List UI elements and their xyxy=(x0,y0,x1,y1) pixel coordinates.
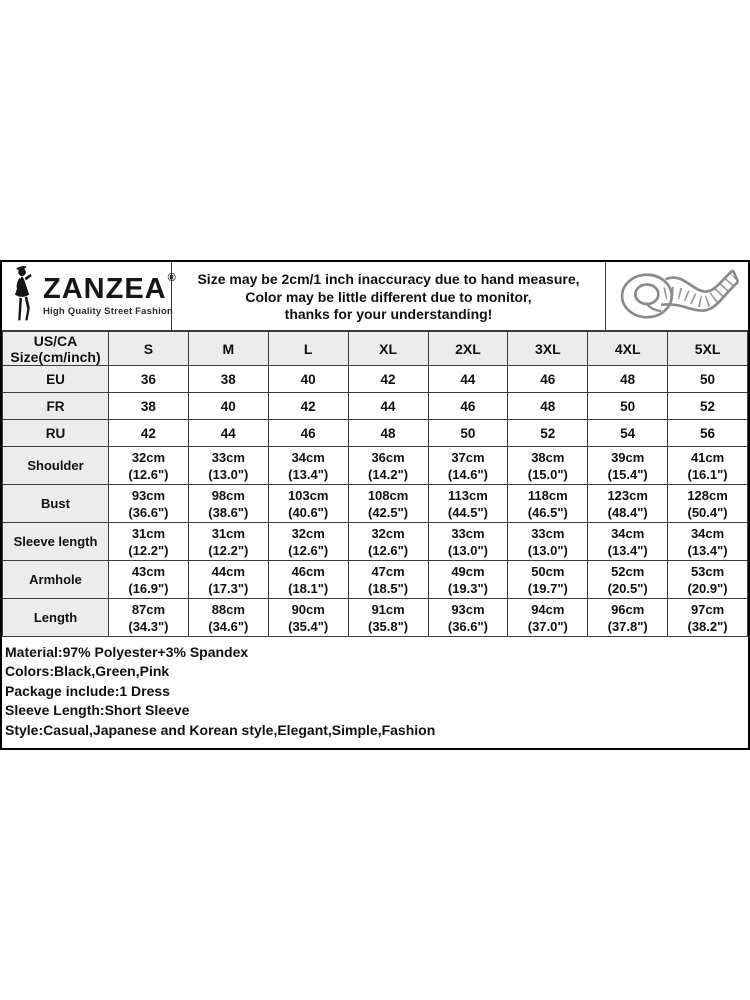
inch-value: (38.2") xyxy=(687,618,728,634)
cm-value: 38cm xyxy=(531,449,565,465)
inch-value: (20.5") xyxy=(607,580,648,596)
table-row xyxy=(3,561,748,599)
measurement-cell xyxy=(428,447,508,485)
cm-value: 52cm xyxy=(611,563,645,579)
measurement-cell xyxy=(268,485,348,523)
cm-value: 34cm xyxy=(611,525,645,541)
size-value-cell: 48 xyxy=(508,393,588,420)
measurement-cell xyxy=(188,561,268,599)
measurement-cell xyxy=(109,485,189,523)
inch-value: (12.6") xyxy=(368,542,409,558)
measurement-cell xyxy=(508,485,588,523)
inch-value: (37.8") xyxy=(607,618,648,634)
cm-value: 44cm xyxy=(211,563,245,579)
table-row xyxy=(3,447,748,485)
tape-measure-icon xyxy=(606,262,748,330)
size-value-cell: 38 xyxy=(109,393,189,420)
detail-line: Sleeve Length:Short Sleeve xyxy=(5,702,190,719)
size-value-cell: 36 xyxy=(109,366,189,393)
notice-line: Size may be 2cm/1 inch inaccuracy due to hand measure, xyxy=(197,271,580,287)
measurement-cell xyxy=(428,599,508,637)
table-row xyxy=(3,485,748,523)
inch-value: (44.5") xyxy=(447,504,488,520)
size-value-cell: 44 xyxy=(428,366,508,393)
measurement-cell xyxy=(508,523,588,561)
cm-value: 97cm xyxy=(690,601,725,617)
size-value-cell: 42 xyxy=(348,366,428,393)
measurement-cell xyxy=(428,561,508,599)
inch-value: (13.4") xyxy=(607,542,648,558)
cm-value: 103cm xyxy=(287,487,329,503)
inch-value: (46.5") xyxy=(527,504,568,520)
size-value-cell: 52 xyxy=(508,420,588,447)
table-row xyxy=(3,366,748,393)
row-label: FR xyxy=(3,393,109,420)
cm-value: 32cm xyxy=(131,449,166,465)
inch-value: (12.2") xyxy=(128,542,169,558)
inch-value: (40.6") xyxy=(288,504,329,520)
table-row xyxy=(3,599,748,637)
size-value-cell: 40 xyxy=(268,366,348,393)
size-column-header: 2XL xyxy=(428,332,508,366)
cm-value: 43cm xyxy=(131,563,166,579)
size-value-cell: 46 xyxy=(268,420,348,447)
size-column-header: XL xyxy=(348,332,428,366)
table-row xyxy=(3,420,748,447)
measurement-cell xyxy=(109,599,189,637)
size-value-cell: 54 xyxy=(588,420,668,447)
measurement-cell xyxy=(588,447,668,485)
inch-value: (16.1") xyxy=(687,466,728,482)
cm-value: 108cm xyxy=(367,487,409,503)
cm-value: 32cm xyxy=(371,525,405,541)
measurement-cell xyxy=(428,523,508,561)
inch-value: (17.3") xyxy=(208,580,249,596)
cm-value: 47cm xyxy=(371,563,405,579)
measurement-cell xyxy=(668,523,748,561)
product-details xyxy=(2,637,748,748)
cm-value: 33cm xyxy=(211,449,245,465)
inch-value: (48.4") xyxy=(607,504,648,520)
measurement-cell xyxy=(508,599,588,637)
inch-value: (19.3") xyxy=(447,580,488,596)
size-column-header: S xyxy=(109,332,189,366)
inch-value: (13.0") xyxy=(208,466,249,482)
cm-value: 39cm xyxy=(611,449,645,465)
corner-header xyxy=(3,332,109,366)
cm-value: 50cm xyxy=(531,563,565,579)
measurement-cell xyxy=(348,599,428,637)
row-label: Bust xyxy=(3,485,109,523)
size-value-cell: 46 xyxy=(428,393,508,420)
registered-trademark-icon: ® xyxy=(167,272,176,285)
measurement-cell xyxy=(188,599,268,637)
detail-line: Material:97% Polyester+3% Spandex xyxy=(5,644,249,660)
measurement-cell xyxy=(188,447,268,485)
size-value-cell: 42 xyxy=(109,420,189,447)
cm-value: 91cm xyxy=(371,601,405,617)
cm-value: 33cm xyxy=(531,525,565,541)
row-label: Sleeve length xyxy=(3,523,109,561)
inch-value: (13.4") xyxy=(288,466,329,482)
size-value-cell: 40 xyxy=(188,393,268,420)
measurement-cell xyxy=(588,561,668,599)
size-value-cell: 50 xyxy=(588,393,668,420)
woman-silhouette-icon xyxy=(7,265,41,328)
panel-header xyxy=(2,262,748,331)
cm-value: 41cm xyxy=(690,449,725,465)
size-column-header: 3XL xyxy=(508,332,588,366)
inch-value: (18.5") xyxy=(368,580,409,596)
measurement-cell xyxy=(508,447,588,485)
cm-value: 94cm xyxy=(531,601,565,617)
inch-value: (13.0") xyxy=(527,542,568,558)
measurement-cell xyxy=(588,485,668,523)
inch-value: (37.0") xyxy=(527,618,568,634)
notice-line: thanks for your understanding! xyxy=(284,306,493,322)
size-column-header: 5XL xyxy=(668,332,748,366)
cm-value: 34cm xyxy=(690,525,725,541)
inch-value: (35.4") xyxy=(288,618,329,634)
inch-value: (13.0") xyxy=(447,542,488,558)
cm-value: 37cm xyxy=(451,449,485,465)
size-chart-panel xyxy=(0,260,750,750)
cm-value: 49cm xyxy=(451,563,485,579)
detail-line: Style:Casual,Japanese and Korean style,Elegant,Simple,Fashion xyxy=(5,721,436,738)
measurement-cell xyxy=(268,599,348,637)
cm-value: 87cm xyxy=(131,601,166,617)
inch-value: (50.4") xyxy=(687,504,728,520)
cm-value: 32cm xyxy=(291,525,325,541)
inch-value: (12.2") xyxy=(208,542,249,558)
row-label: EU xyxy=(3,366,109,393)
size-header-row xyxy=(3,332,748,366)
size-value-cell: 44 xyxy=(188,420,268,447)
measure-notice xyxy=(172,262,606,330)
cm-value: 93cm xyxy=(131,487,166,503)
table-row xyxy=(3,393,748,420)
measurement-cell xyxy=(348,485,428,523)
cm-value: 93cm xyxy=(451,601,485,617)
measurement-cell xyxy=(588,599,668,637)
inch-value: (14.2") xyxy=(368,466,409,482)
size-column-header: L xyxy=(268,332,348,366)
size-value-cell: 56 xyxy=(668,420,748,447)
measurement-cell xyxy=(268,523,348,561)
inch-value: (36.6") xyxy=(447,618,488,634)
measurement-cell xyxy=(588,523,668,561)
table-row xyxy=(3,523,748,561)
inch-value: (14.6") xyxy=(447,466,488,482)
row-label: Armhole xyxy=(3,561,109,599)
inch-value: (36.6") xyxy=(128,504,169,520)
detail-line: Package include:1 Dress xyxy=(5,682,170,699)
inch-value: (16.9") xyxy=(128,580,169,596)
size-value-cell: 42 xyxy=(268,393,348,420)
measurement-cell xyxy=(348,447,428,485)
brand-text xyxy=(43,272,176,318)
measurement-cell xyxy=(428,485,508,523)
measurement-cell xyxy=(668,561,748,599)
measurement-cell xyxy=(109,523,189,561)
inch-value: (15.4") xyxy=(607,466,648,482)
measurement-cell xyxy=(668,485,748,523)
cm-value: 33cm xyxy=(451,525,485,541)
measurement-cell xyxy=(668,447,748,485)
inch-value: (19.7") xyxy=(527,580,568,596)
inch-value: (20.9") xyxy=(687,580,728,596)
cm-value: 128cm xyxy=(687,487,728,503)
size-value-cell: 52 xyxy=(668,393,748,420)
size-value-cell: 38 xyxy=(188,366,268,393)
cm-value: 118cm xyxy=(527,487,568,503)
inch-value: (15.0") xyxy=(527,466,568,482)
size-column-header: 4XL xyxy=(588,332,668,366)
cm-value: 113cm xyxy=(448,487,488,503)
cm-value: 96cm xyxy=(611,601,645,617)
size-value-cell: 44 xyxy=(348,393,428,420)
measurement-cell xyxy=(188,485,268,523)
inch-value: (35.8") xyxy=(368,618,409,634)
cm-value: 88cm xyxy=(211,601,245,617)
notice-line: Color may be little different due to monitor, xyxy=(245,288,532,305)
inch-value: (13.4") xyxy=(687,542,728,558)
measurement-cell xyxy=(508,561,588,599)
detail-line: Colors:Black,Green,Pink xyxy=(5,663,170,680)
inch-value: (34.3") xyxy=(128,618,169,634)
measurement-cell xyxy=(188,523,268,561)
measurement-cell xyxy=(268,447,348,485)
cm-value: 90cm xyxy=(291,601,325,617)
size-value-cell: 50 xyxy=(668,366,748,393)
size-value-cell: 48 xyxy=(348,420,428,447)
inch-value: (38.6") xyxy=(208,504,249,520)
cm-value: 36cm xyxy=(371,449,405,465)
cm-value: 34cm xyxy=(291,449,325,465)
size-column-header: M xyxy=(188,332,268,366)
cm-value: 31cm xyxy=(211,525,245,541)
inch-value: (18.1") xyxy=(288,580,329,596)
row-label: Shoulder xyxy=(3,447,109,485)
cm-value: 98cm xyxy=(211,487,245,503)
inch-value: (12.6") xyxy=(128,466,169,482)
inch-value: (34.6") xyxy=(208,618,249,634)
cm-value: 123cm xyxy=(607,487,648,503)
inch-value: (12.6") xyxy=(288,542,329,558)
size-chart-table xyxy=(2,331,748,637)
row-label: Length xyxy=(3,599,109,637)
brand-tagline: High Quality Street Fashion xyxy=(43,306,173,318)
measurement-cell xyxy=(109,561,189,599)
row-label: RU xyxy=(3,420,109,447)
size-value-cell: 46 xyxy=(508,366,588,393)
measurement-cell xyxy=(268,561,348,599)
measurement-cell xyxy=(348,523,428,561)
measurement-cell xyxy=(348,561,428,599)
brand-logo xyxy=(2,262,176,330)
cm-value: 46cm xyxy=(291,563,325,579)
size-value-cell: 48 xyxy=(588,366,668,393)
cm-value: 53cm xyxy=(690,563,725,579)
measurement-cell xyxy=(668,599,748,637)
measurement-cell xyxy=(109,447,189,485)
brand-name: ZANZEA xyxy=(43,273,167,306)
corner-line: US/CA xyxy=(33,332,78,349)
inch-value: (42.5") xyxy=(368,504,409,520)
cm-value: 31cm xyxy=(131,525,166,541)
corner-line: Size(cm/inch) xyxy=(10,348,101,365)
size-value-cell: 50 xyxy=(428,420,508,447)
